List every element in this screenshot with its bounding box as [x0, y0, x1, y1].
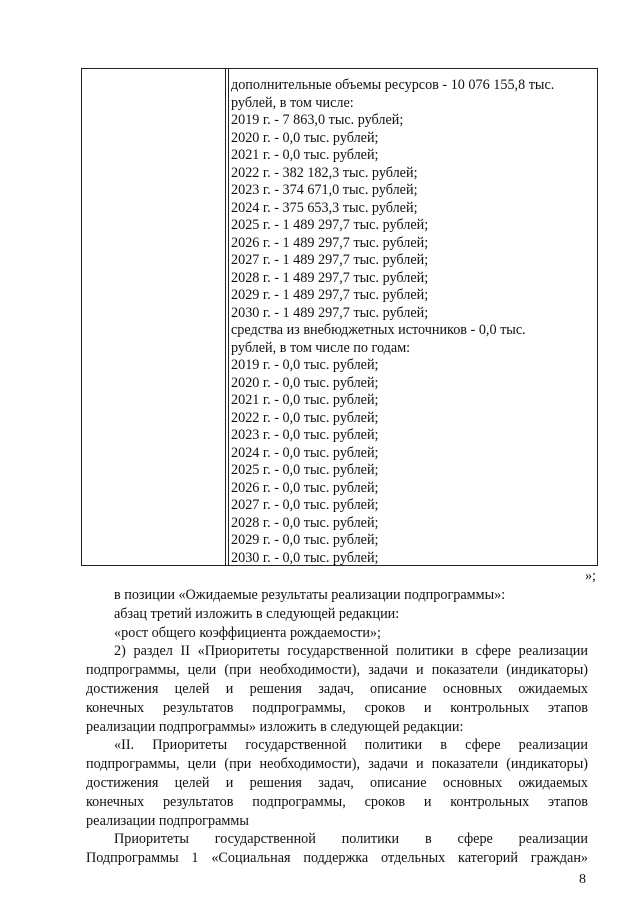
funding-line: 2023 г. - 374 671,0 тыс. рублей;	[231, 182, 418, 198]
table-column-divider-inner	[228, 69, 229, 565]
closing-quote-mark: »;	[584, 568, 596, 584]
paragraph-section-line: подпрограммы, цели (при необходимости), задачи и показатели (индикаторы)	[86, 662, 588, 679]
funding-line: дополнительные объемы ресурсов - 10 076 155,8 тыс.	[231, 77, 555, 93]
funding-line: 2026 г. - 1 489 297,7 тыс. рублей;	[231, 234, 429, 251]
funding-line: 2021 г. - 0,0 тыс. рублей;	[231, 392, 379, 408]
paragraph-heading-line: конечных результатов подпрограммы, сроков и контрольных этапов	[86, 793, 588, 810]
funding-line: рублей, в том числе по годам:	[231, 339, 411, 356]
funding-line: 2025 г. - 1 489 297,7 тыс. рублей;	[231, 217, 429, 233]
table-cell-funding	[231, 77, 591, 567]
funding-line: 2020 г. - 0,0 тыс. рублей;	[231, 374, 379, 391]
paragraph-heading-line: реализации подпрограммы	[86, 812, 249, 829]
resources-table	[81, 68, 598, 566]
funding-line: 2026 г. - 0,0 тыс. рублей;	[231, 479, 379, 496]
funding-line: 2027 г. - 0,0 тыс. рублей;	[231, 497, 379, 513]
document-body	[86, 586, 588, 868]
page-number: 8	[579, 872, 586, 887]
table-column-divider	[225, 69, 226, 565]
funding-line: 2019 г. - 0,0 тыс. рублей;	[231, 357, 379, 373]
paragraph-abzac: абзац третий изложить в следующей редакции:	[114, 605, 400, 622]
paragraph-section-line: конечных результатов подпрограммы, сроков и контрольных этапов	[86, 699, 588, 716]
funding-line: 2028 г. - 1 489 297,7 тыс. рублей;	[231, 269, 429, 286]
funding-line: 2027 г. - 1 489 297,7 тыс. рублей;	[231, 252, 429, 268]
funding-line: 2020 г. - 0,0 тыс. рублей;	[231, 129, 379, 146]
funding-line: 2023 г. - 0,0 тыс. рублей;	[231, 427, 379, 443]
funding-line: 2021 г. - 0,0 тыс. рублей;	[231, 147, 379, 163]
funding-line: 2029 г. - 1 489 297,7 тыс. рублей;	[231, 287, 429, 303]
funding-line: 2030 г. - 1 489 297,7 тыс. рублей;	[231, 304, 429, 321]
funding-line: 2022 г. - 382 182,3 тыс. рублей;	[231, 164, 418, 181]
funding-line: 2019 г. - 7 863,0 тыс. рублей;	[231, 112, 404, 128]
funding-line: рублей, в том числе:	[231, 94, 354, 111]
funding-line: средства из внебюджетных источников - 0,0 тыс.	[231, 322, 526, 338]
paragraph-section-line: 2) раздел II «Приоритеты государственной политики в сфере реализации	[114, 643, 588, 660]
funding-line: 2024 г. - 0,0 тыс. рублей;	[231, 444, 379, 461]
paragraph-heading-line: подпрограммы, цели (при необходимости), задачи и показатели (индикаторы)	[86, 756, 588, 773]
paragraph-heading-line: достижения целей и решения задач, описание основных ожидаемых	[86, 774, 588, 791]
paragraph-heading-line: «II. Приоритеты государственной политики в сфере реализации	[114, 737, 588, 754]
paragraph-priorities-line: Приоритеты государственной политики в сфере реализации	[114, 831, 588, 848]
paragraph-priorities-line: Подпрограммы 1 «Социальная поддержка отдельных категорий граждан»	[86, 850, 588, 867]
funding-line: 2028 г. - 0,0 тыс. рублей;	[231, 514, 379, 531]
paragraph-position: в позиции «Ожидаемые результаты реализации подпрограммы»:	[114, 587, 506, 603]
funding-line: 2022 г. - 0,0 тыс. рублей;	[231, 409, 379, 426]
funding-line: 2024 г. - 375 653,3 тыс. рублей;	[231, 199, 418, 216]
paragraph-section-line: достижения целей и решения задач, описание основных ожидаемых	[86, 680, 588, 697]
funding-line: 2029 г. - 0,0 тыс. рублей;	[231, 532, 379, 548]
paragraph-quote: «рост общего коэффициента рождаемости»;	[114, 624, 381, 641]
funding-line: 2030 г. - 0,0 тыс. рублей;	[231, 549, 379, 566]
funding-line: 2025 г. - 0,0 тыс. рублей;	[231, 462, 379, 478]
paragraph-section-line: реализации подпрограммы» изложить в следующей редакции:	[86, 718, 464, 735]
